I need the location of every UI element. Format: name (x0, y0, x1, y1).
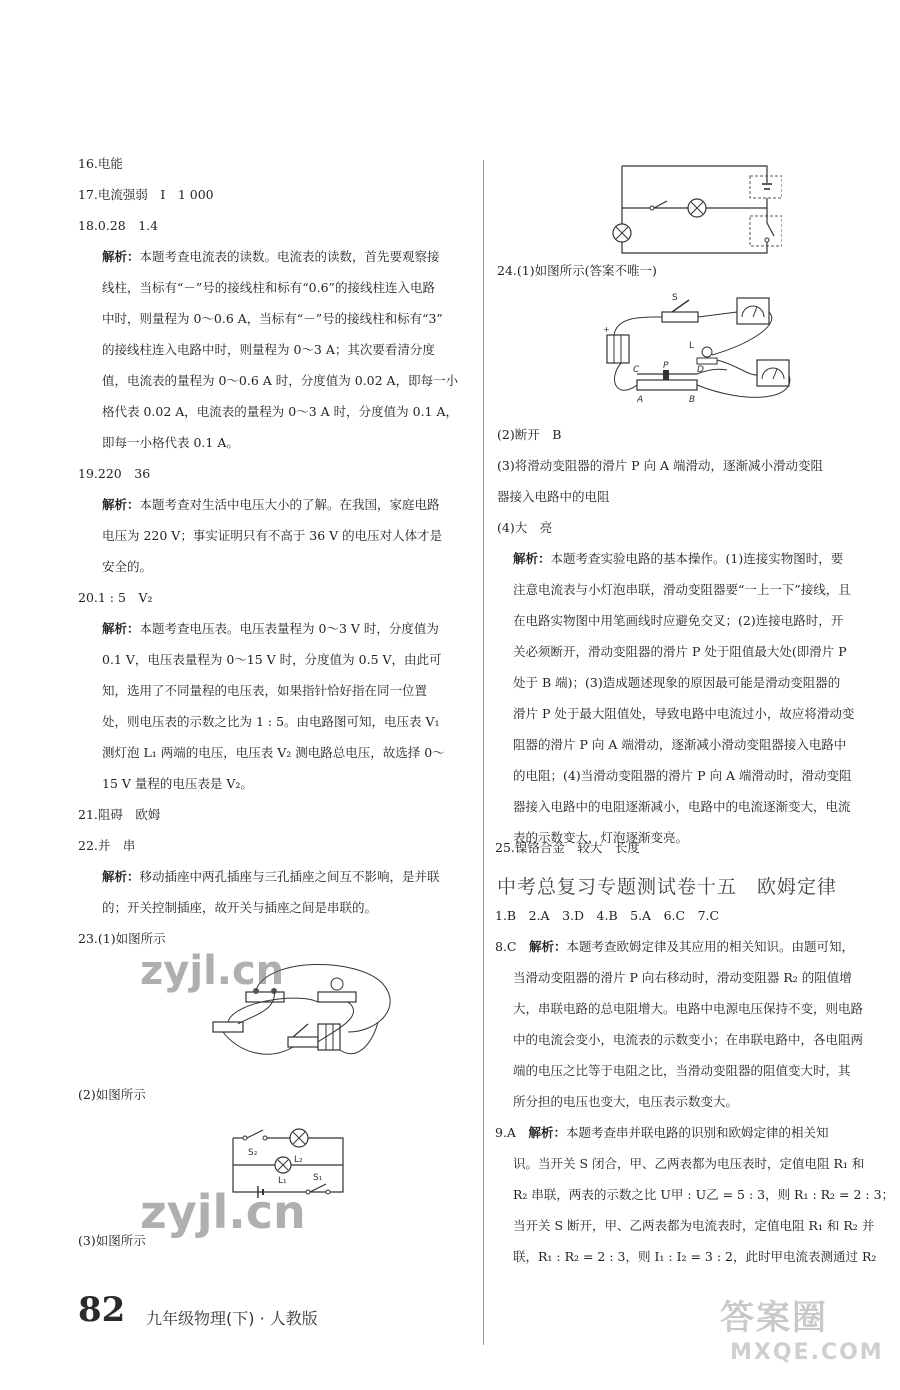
label-s1: S₁ (313, 1173, 323, 1183)
label-d: D (697, 365, 704, 375)
watermark-mxqe (720, 1290, 890, 1370)
column-divider (483, 160, 484, 1345)
answer-22: 22.并 串 (78, 838, 136, 853)
explanation-24-line: 在电路实物图中用笔画线时应避免交叉；(2)连接电路时，开 (513, 613, 844, 628)
book-title: 九年级物理(下) · 人教版 (146, 1309, 318, 1328)
explanation-19-line: 电压为 220 V；事实证明只有不高于 36 V 的电压对人体才是 (102, 528, 443, 543)
answer-21: 21.阻碍 欧姆 (78, 807, 161, 822)
explanation-8-line: 中的电流会变小，电流表的示数变小；在串联电路中，各电阻两 (513, 1032, 864, 1047)
explanation-18-line: 中时，则量程为 0～0.6 A，当标有“－”号的接线柱和标有“3” (102, 311, 443, 326)
explanation-24-line: 处于 B 端)；(3)造成题述现象的原因最可能是滑动变阻器的 (513, 675, 841, 690)
answer-23-2: (2)如图所示 (78, 1087, 146, 1102)
explanation-9-line: 当开关 S 断开，甲、乙两表都为电流表时，定值电阻 R₁ 和 R₂ 并 (513, 1218, 875, 1233)
answer-8: 8.C 解析：本题考查欧姆定律及其应用的相关知识。由题可知， (495, 939, 855, 954)
explanation-19-line: 解析：本题考查对生活中电压大小的了解。在我国，家庭电路 (102, 497, 440, 512)
explanation-8-line: 大，串联电路的总电阻增大。电路中电源电压保持不变，则电路 (513, 1001, 864, 1016)
explanation-label: 解析： (102, 621, 140, 636)
explanation-24-line: 注意电流表与小灯泡串联，滑动变阻器要“一上一下”接线，且 (513, 582, 851, 597)
explanation-20-line: 15 V 量程的电压表是 V₂。 (102, 776, 253, 791)
answer-25: 25.镍铬合金 较大 长度 (495, 840, 640, 855)
explanation-24-line: 关必须断开，滑动变阻器的滑片 P 处于阻值最大处(即滑片 P (513, 644, 847, 659)
answer-24-4: (4)大 亮 (497, 520, 553, 535)
answer-24-3: (3)将滑动变阻器的滑片 P 向 A 端滑动，逐渐减小滑动变阻 (497, 458, 824, 473)
explanation-20-line: 解析：本题考查电压表。电压表量程为 0～3 V 时，分度值为 (102, 621, 439, 636)
explanation-19-line: 安全的。 (102, 559, 153, 574)
explanation-label: 解析： (102, 869, 140, 884)
explanation-22-line: 解析：移动插座中两孔插座与三孔插座之间互不影响，是并联 (102, 869, 440, 884)
watermark-mxqe-top: 答案圈 (720, 1298, 828, 1338)
watermark-zyjl-1: zyjl.cn (140, 948, 285, 994)
figure-23-3-circuit (612, 158, 782, 258)
explanation-18-line: 的接线柱连入电路中时，则量程为 0～3 A；其次要看清分度 (102, 342, 435, 357)
svg-text:+: + (603, 325, 610, 334)
answer-23-1: 23.(1)如图所示 (78, 931, 166, 946)
label-s2: S₂ (248, 1148, 258, 1158)
explanation-9-line: R₂ 串联，两表的示数之比 U甲 : U乙 = 5 : 3，则 R₁ : R₂ = 2 : 3； (513, 1187, 895, 1202)
label-b: B (689, 395, 696, 405)
watermark-mxqe-bottom: MXQE.COM (730, 1340, 884, 1365)
explanation-24-line: 滑片 P 处于最大阻值处，导致电路中电流过小，故应将滑动变 (513, 706, 855, 721)
explanation-20-line: 测灯泡 L₁ 两端的电压，电压表 V₂ 测电路总电压，故选择 0～ (102, 745, 445, 760)
explanation-22-line: 的；开关控制插座，故开关与插座之间是串联的。 (102, 900, 378, 915)
explanation-24-line: 表的示数变大，灯泡逐渐变亮。 (513, 830, 689, 845)
explanation-18-line: 解析：本题考查电流表的读数。电流表的读数，首先要观察接 (102, 249, 440, 264)
answer-24-1: 24.(1)如图所示(答案不唯一) (497, 263, 657, 278)
explanation-18-line: 即每一小格代表 0.1 A。 (102, 435, 239, 450)
explanation-9-line: 联，R₁ : R₂ = 2 : 3，则 I₁ : I₂ = 3 : 2，此时甲电流表测通过 R₂ (513, 1249, 877, 1264)
explanation-9-line: 识。当开关 S 闭合，甲、乙两表都为电压表时，定值电阻 R₁ 和 (513, 1156, 865, 1171)
answer-23-3: (3)如图所示 (78, 1233, 146, 1248)
answer-24-3-cont: 器接入电路中的电阻 (497, 489, 610, 504)
watermark-zyjl-2: zyjl.cn (140, 1185, 306, 1239)
answer-16: 16.电能 (78, 156, 123, 171)
explanation-label: 解析： (102, 497, 140, 512)
explanation-24-line: 解析：本题考查实验电路的基本操作。(1)连接实物图时，要 (513, 551, 844, 566)
page-number: 82 (78, 1290, 126, 1330)
label-l1: L₁ (278, 1176, 287, 1186)
section-title: 中考总复习专题测试卷十五 欧姆定律 (497, 876, 838, 898)
label-l2: L₂ (294, 1155, 303, 1165)
explanation-24-line: 器接入电路中的电阻逐渐减小，电路中的电流逐渐变大，电流 (513, 799, 851, 814)
explanation-8-line: 当滑动变阻器的滑片 P 向右移动时，滑动变阻器 R₂ 的阻值增 (513, 970, 852, 985)
explanation-18-line: 格代表 0.02 A，电流表的量程为 0～3 A 时，分度值为 0.1 A， (102, 404, 459, 419)
explanation-20-line: 知，选用了不同量程的电压表，如果指针恰好指在同一位置 (102, 683, 428, 698)
explanation-18-line: 线柱，当标有“－”号的接线柱和标有“0.6”的接线柱连入电路 (102, 280, 435, 295)
explanation-8-line: 所分担的电压也变大，电压表示数变大。 (513, 1094, 739, 1109)
explanation-8-line: 端的电压之比等于电阻之比，当滑动变阻器的阻值变大时，其 (513, 1063, 851, 1078)
explanation-label: 解析： (528, 1125, 566, 1140)
answer-9: 9.A 解析：本题考查串并联电路的识别和欧姆定律的相关知 (495, 1125, 829, 1140)
figure-24-wiring (597, 290, 797, 420)
label-l: L (689, 341, 695, 351)
explanation-20-line: 处，则电压表的示数之比为 1 : 5。由电路图可知，电压表 V₁ (102, 714, 440, 729)
label-s: S (672, 293, 678, 303)
explanation-label: 解析： (102, 249, 140, 264)
label-p: P (663, 361, 669, 371)
answers-1-7: 1.B 2.A 3.D 4.B 5.A 6.C 7.C (495, 908, 720, 923)
label-c: C (633, 365, 640, 375)
explanation-24-line: 阻器的滑片 P 向 A 端滑动，逐渐减小滑动变阻器接入电路中 (513, 737, 847, 752)
answer-20: 20.1 : 5 V₂ (78, 590, 153, 605)
explanation-label: 解析： (529, 939, 567, 954)
answer-17: 17.电流强弱 I 1 000 (78, 187, 214, 202)
answer-24-2: (2)断开 B (497, 427, 562, 442)
label-a: A (637, 395, 644, 405)
explanation-20-line: 0.1 V，电压表量程为 0～15 V 时，分度值为 0.5 V，由此可 (102, 652, 442, 667)
answer-19: 19.220 36 (78, 466, 151, 481)
answer-18: 18.0.28 1.4 (78, 218, 159, 233)
explanation-label: 解析： (513, 551, 551, 566)
explanation-18-line: 值，电流表的量程为 0～0.6 A 时，分度值为 0.02 A，即每一小 (102, 373, 459, 388)
explanation-24-line: 的电阻；(4)当滑动变阻器的滑片 P 向 A 端滑动时，滑动变阻 (513, 768, 852, 783)
